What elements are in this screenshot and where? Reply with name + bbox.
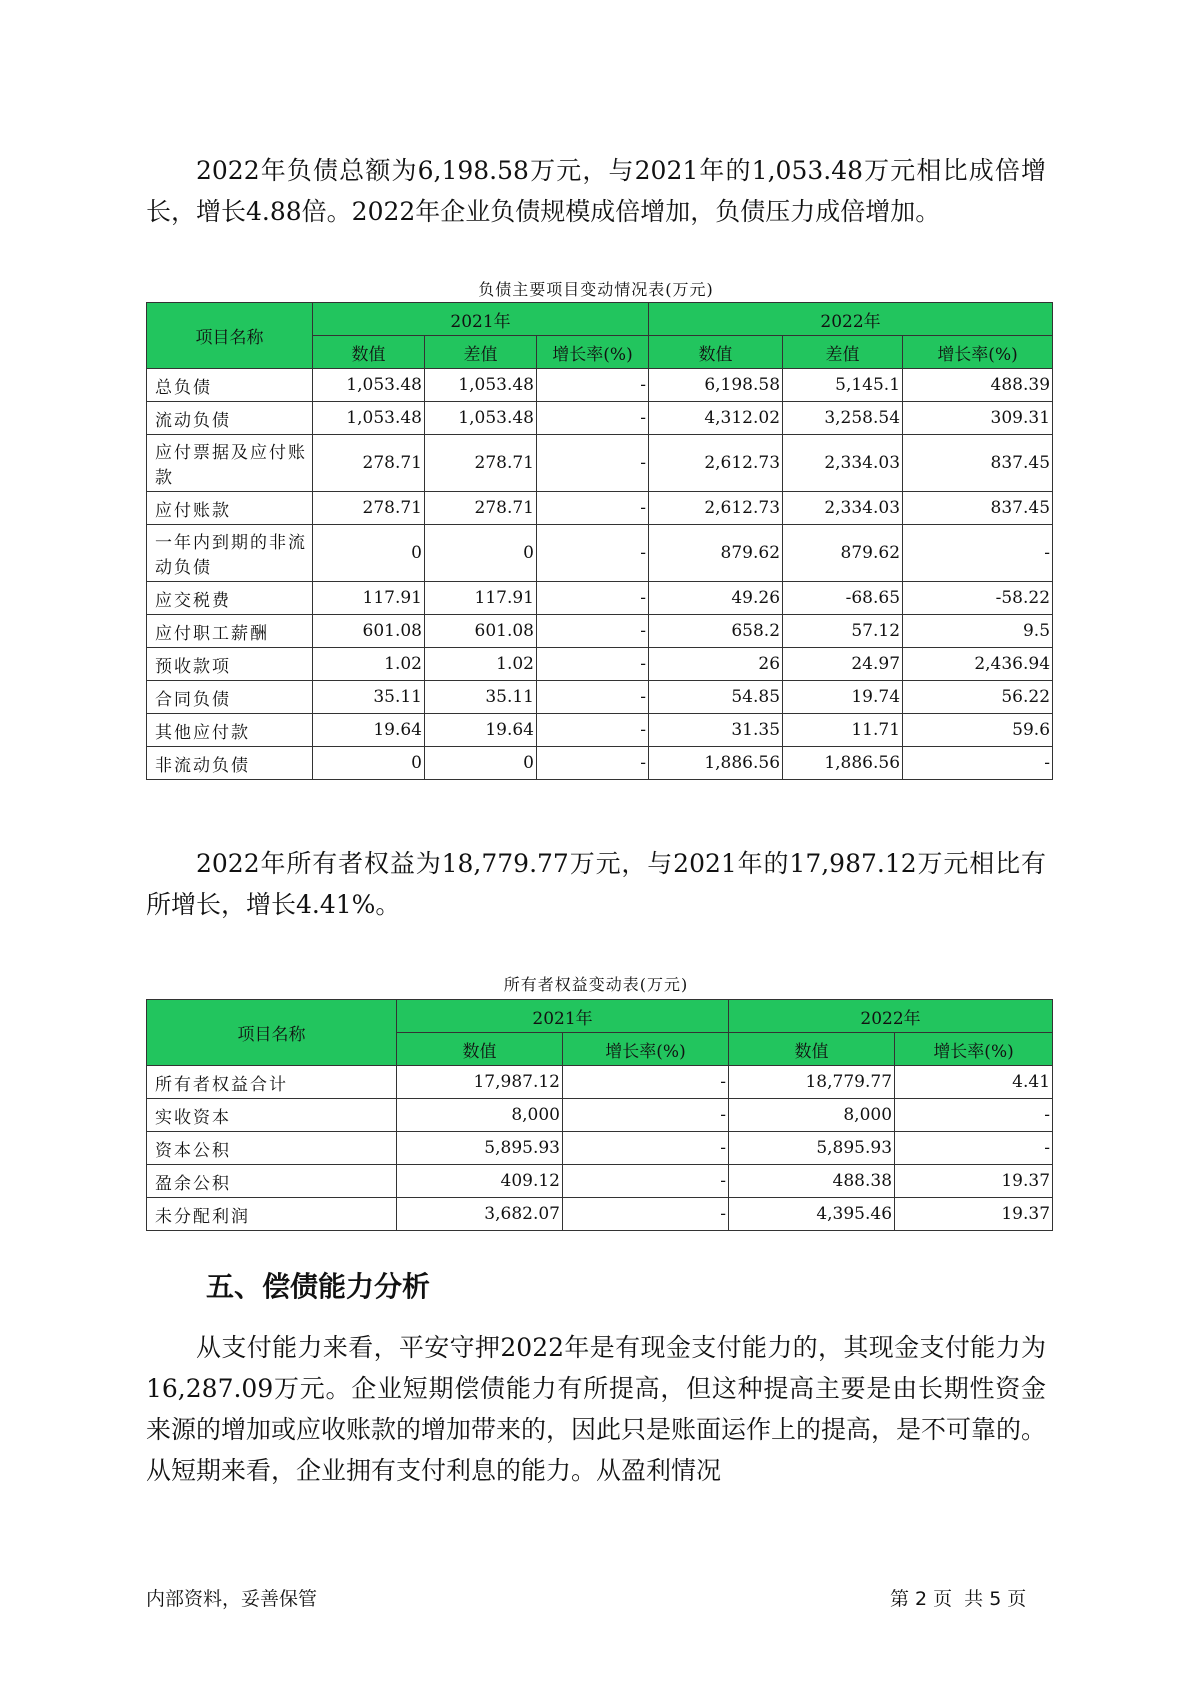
cell-diff-2022: 2,334.03 [783, 492, 903, 525]
table-row [147, 1198, 1053, 1231]
footer-confidential-note: 内部资料，妥善保管 [146, 1588, 318, 1610]
cell-growth-2021: - [563, 1198, 729, 1231]
cell-growth-2022: 837.45 [903, 492, 1053, 525]
table-row [147, 1132, 1053, 1165]
header-diff-2022: 差值 [783, 336, 903, 369]
cell-value-2021: 278.71 [313, 492, 425, 525]
cell-item-name: 其他应付款 [147, 714, 313, 747]
cell-item-name: 总负债 [147, 369, 313, 402]
cell-growth-2021: - [537, 525, 649, 582]
cell-value-2022: 49.26 [649, 582, 783, 615]
cell-item-name: 一年内到期的非流动负债 [147, 525, 313, 582]
cell-growth-2022: 19.37 [895, 1198, 1053, 1231]
cell-diff-2022: 3,258.54 [783, 402, 903, 435]
cell-growth-2022: - [903, 747, 1053, 780]
table-row [147, 435, 1053, 492]
cell-growth-2022: 9.5 [903, 615, 1053, 648]
cell-growth-2022: 837.45 [903, 435, 1053, 492]
equity-table [146, 999, 1053, 1231]
cell-item-name: 应交税费 [147, 582, 313, 615]
cell-growth-2021: - [537, 615, 649, 648]
table-row [147, 747, 1053, 780]
header-growth-2022: 增长率(%) [903, 336, 1053, 369]
cell-diff-2021: 0 [425, 747, 537, 780]
header-growth-2021: 增长率(%) [563, 1033, 729, 1066]
cell-diff-2022: 24.97 [783, 648, 903, 681]
cell-growth-2022: 4.41 [895, 1066, 1053, 1099]
header-year-2022: 2022年 [729, 1000, 1053, 1033]
paragraph-equity-summary: 2022年所有者权益为18,779.77万元，与2021年的17,987.12万元相比有所增长，增长4.41%。 [146, 849, 1046, 919]
cell-diff-2021: 1,053.48 [425, 369, 537, 402]
cell-value-2021: 17,987.12 [397, 1066, 563, 1099]
header-value-2021: 数值 [397, 1033, 563, 1066]
cell-growth-2021: - [537, 492, 649, 525]
cell-value-2022: 1,886.56 [649, 747, 783, 780]
header-item-name: 项目名称 [147, 1000, 397, 1066]
cell-value-2022: 54.85 [649, 681, 783, 714]
liability-table-caption: 负债主要项目变动情况表(万元) [478, 280, 714, 299]
table-row [147, 1099, 1053, 1132]
cell-value-2022: 488.38 [729, 1165, 895, 1198]
cell-item-name: 应付账款 [147, 492, 313, 525]
cell-value-2022: 879.62 [649, 525, 783, 582]
page-prefix: 第 [890, 1588, 910, 1610]
table-row [147, 402, 1053, 435]
table-row [147, 615, 1053, 648]
cell-value-2021: 19.64 [313, 714, 425, 747]
equity-table-body [147, 1066, 1053, 1231]
cell-value-2021: 117.91 [313, 582, 425, 615]
cell-value-2021: 35.11 [313, 681, 425, 714]
cell-growth-2022: 309.31 [903, 402, 1053, 435]
cell-growth-2022: 19.37 [895, 1165, 1053, 1198]
cell-item-name: 应付职工薪酬 [147, 615, 313, 648]
cell-value-2021: 1,053.48 [313, 369, 425, 402]
cell-growth-2021: - [563, 1099, 729, 1132]
cell-item-name: 所有者权益合计 [147, 1066, 397, 1099]
cell-diff-2021: 0 [425, 525, 537, 582]
cell-item-name: 实收资本 [147, 1099, 397, 1132]
header-diff-2021: 差值 [425, 336, 537, 369]
cell-value-2022: 4,312.02 [649, 402, 783, 435]
cell-diff-2021: 19.64 [425, 714, 537, 747]
footer-page-indicator [887, 1584, 1029, 1611]
cell-item-name: 应付票据及应付账款 [147, 435, 313, 492]
cell-growth-2021: - [537, 681, 649, 714]
total-pages: 5 [989, 1588, 1002, 1610]
cell-value-2022: 2,612.73 [649, 435, 783, 492]
cell-value-2021: 8,000 [397, 1099, 563, 1132]
header-growth-2021: 增长率(%) [537, 336, 649, 369]
cell-growth-2022: 59.6 [903, 714, 1053, 747]
cell-value-2022: 31.35 [649, 714, 783, 747]
cell-diff-2022: 57.12 [783, 615, 903, 648]
equity-table-caption: 所有者权益变动表(万元) [503, 975, 689, 994]
table-row [147, 369, 1053, 402]
cell-item-name: 非流动负债 [147, 747, 313, 780]
cell-value-2021: 278.71 [313, 435, 425, 492]
paragraph-solvency: 从支付能力来看，平安守押2022年是有现金支付能力的，其现金支付能力为16,287.09万元。企业短期偿债能力有所提高，但这种提高主要是由长期性资金来源的增加或应收账款的增加带来的，因此只是账面运作上的提高，是不可靠的。从短期来看，企业拥有支付利息的能力。从盈利情况 [146, 1333, 1047, 1485]
cell-value-2021: 3,682.07 [397, 1198, 563, 1231]
cell-item-name: 未分配利润 [147, 1198, 397, 1231]
cell-growth-2022: 2,436.94 [903, 648, 1053, 681]
cell-value-2022: 2,612.73 [649, 492, 783, 525]
cell-diff-2021: 601.08 [425, 615, 537, 648]
cell-growth-2022: 488.39 [903, 369, 1053, 402]
cell-value-2021: 5,895.93 [397, 1132, 563, 1165]
cell-value-2021: 1.02 [313, 648, 425, 681]
header-growth-2022: 增长率(%) [895, 1033, 1053, 1066]
cell-growth-2021: - [563, 1066, 729, 1099]
cell-item-name: 盈余公积 [147, 1165, 397, 1198]
header-year-2022: 2022年 [649, 303, 1053, 336]
page-number: 2 [915, 1588, 928, 1610]
cell-value-2022: 5,895.93 [729, 1132, 895, 1165]
cell-diff-2022: 1,886.56 [783, 747, 903, 780]
table-row [147, 714, 1053, 747]
cell-value-2022: 4,395.46 [729, 1198, 895, 1231]
cell-growth-2021: - [537, 402, 649, 435]
cell-growth-2021: - [537, 648, 649, 681]
cell-diff-2022: 879.62 [783, 525, 903, 582]
cell-value-2022: 18,779.77 [729, 1066, 895, 1099]
cell-growth-2021: - [563, 1165, 729, 1198]
cell-growth-2022: -58.22 [903, 582, 1053, 615]
cell-diff-2022: -68.65 [783, 582, 903, 615]
header-value-2022: 数值 [649, 336, 783, 369]
table-row [147, 582, 1053, 615]
cell-value-2022: 26 [649, 648, 783, 681]
cell-diff-2021: 1,053.48 [425, 402, 537, 435]
table-row [147, 525, 1053, 582]
cell-item-name: 合同负债 [147, 681, 313, 714]
cell-value-2021: 409.12 [397, 1165, 563, 1198]
total-prefix: 共 [964, 1588, 984, 1610]
cell-item-name: 预收款项 [147, 648, 313, 681]
table-row [147, 648, 1053, 681]
header-item-name: 项目名称 [147, 303, 313, 369]
cell-growth-2021: - [537, 435, 649, 492]
cell-diff-2022: 2,334.03 [783, 435, 903, 492]
cell-value-2022: 6,198.58 [649, 369, 783, 402]
table-row [147, 1066, 1053, 1099]
page-unit: 页 [933, 1588, 953, 1610]
cell-growth-2021: - [537, 369, 649, 402]
table-row [147, 681, 1053, 714]
total-unit: 页 [1007, 1588, 1027, 1610]
table-row [147, 492, 1053, 525]
cell-value-2021: 0 [313, 525, 425, 582]
header-year-2021: 2021年 [313, 303, 649, 336]
cell-growth-2021: - [537, 714, 649, 747]
header-value-2021: 数值 [313, 336, 425, 369]
liability-table [146, 302, 1053, 780]
cell-value-2021: 0 [313, 747, 425, 780]
cell-diff-2021: 278.71 [425, 492, 537, 525]
paragraph-liability-summary: 2022年负债总额为6,198.58万元，与2021年的1,053.48万元相比成倍增长，增长4.88倍。2022年企业负债规模成倍增加，负债压力成倍增加。 [146, 156, 1046, 226]
header-value-2022: 数值 [729, 1033, 895, 1066]
cell-value-2021: 1,053.48 [313, 402, 425, 435]
cell-growth-2021: - [563, 1132, 729, 1165]
liability-table-body [147, 369, 1053, 780]
cell-item-name: 流动负债 [147, 402, 313, 435]
section-heading: 五、偿债能力分析 [206, 1270, 431, 1303]
header-year-2021: 2021年 [397, 1000, 729, 1033]
cell-growth-2022: - [895, 1132, 1053, 1165]
cell-value-2022: 8,000 [729, 1099, 895, 1132]
cell-growth-2021: - [537, 747, 649, 780]
cell-value-2022: 658.2 [649, 615, 783, 648]
cell-item-name: 资本公积 [147, 1132, 397, 1165]
cell-diff-2022: 5,145.1 [783, 369, 903, 402]
cell-growth-2022: 56.22 [903, 681, 1053, 714]
cell-diff-2021: 278.71 [425, 435, 537, 492]
table-row [147, 1165, 1053, 1198]
cell-diff-2021: 35.11 [425, 681, 537, 714]
cell-growth-2022: - [903, 525, 1053, 582]
cell-diff-2022: 19.74 [783, 681, 903, 714]
cell-growth-2022: - [895, 1099, 1053, 1132]
cell-diff-2022: 11.71 [783, 714, 903, 747]
cell-growth-2021: - [537, 582, 649, 615]
cell-diff-2021: 1.02 [425, 648, 537, 681]
cell-diff-2021: 117.91 [425, 582, 537, 615]
cell-value-2021: 601.08 [313, 615, 425, 648]
